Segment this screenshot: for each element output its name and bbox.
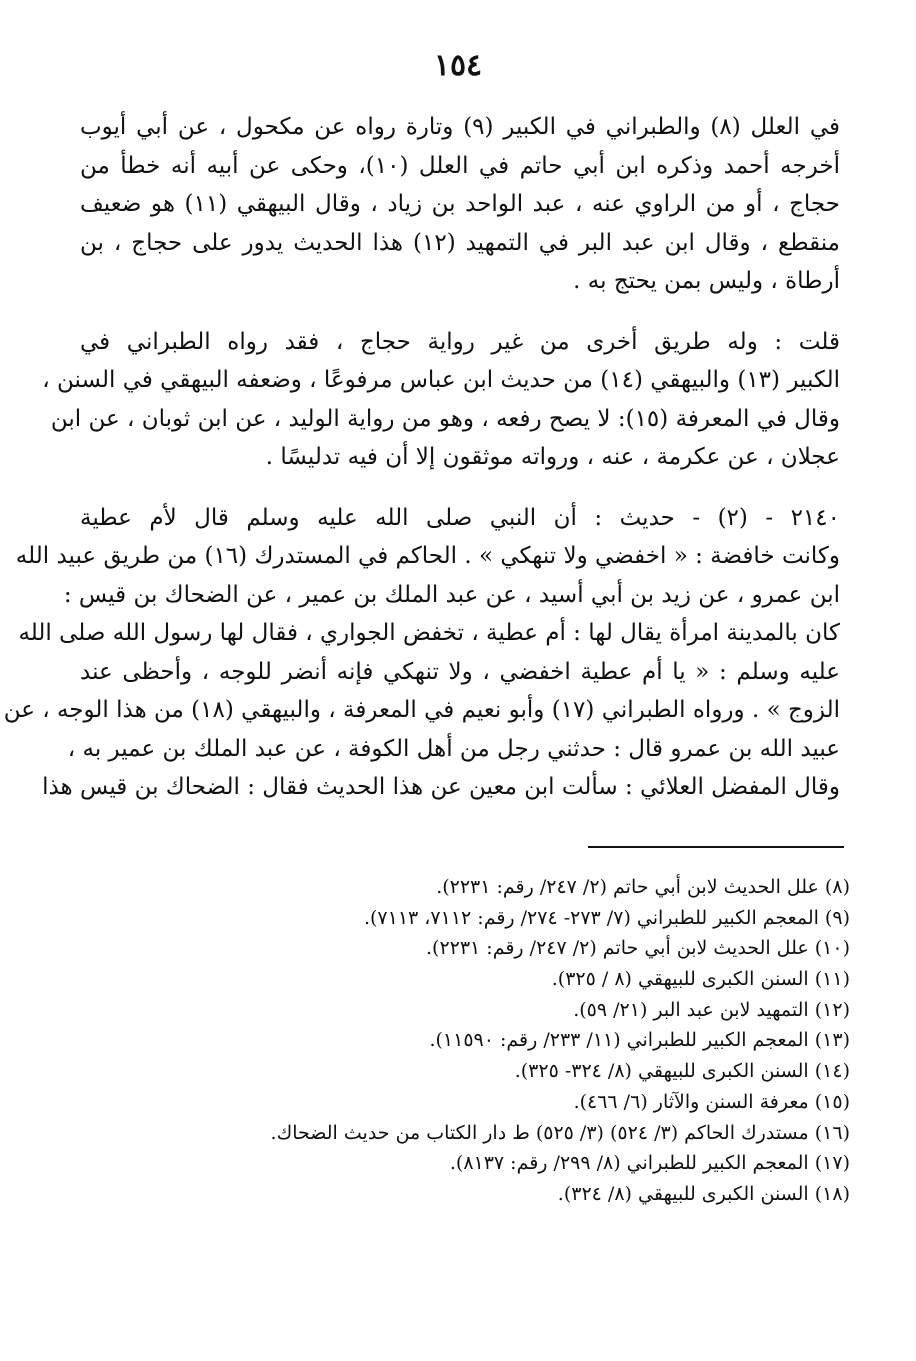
text-line: في العلل (٨) والطبراني في الكبير (٩) وتارة رواه عن مكحول ، عن أبي أيوب <box>80 114 840 140</box>
paragraph-3 <box>3 499 840 807</box>
footnote-item: (١٨) السنن الكبرى للبيهقي (٨/ ٣٢٤). <box>557 1182 850 1205</box>
footnote-item: (١٧) المعجم الكبير للطبراني (٨/ ٢٩٩/ رقم: ٨١٣٧). <box>449 1152 850 1175</box>
text-line: الزوج » . ورواه الطبراني (١٧) وأبو نعيم في المعرفة ، والبيهقي (١٨) من هذا الوجه ، عن <box>3 697 840 723</box>
page-number: ١٥٤ <box>433 48 483 83</box>
text-line: ٢١٤٠ - (٢) - حديث : أن النبي صلى الله عليه وسلم قال لأم عطية <box>80 504 840 531</box>
footnotes-list <box>80 872 850 1210</box>
text-line: أرطاة ، وليس بمن يحتج به . <box>573 268 840 294</box>
text-line: عليه وسلم : « يا أم عطية اخفضي ، ولا تنهكي فإنه أنضر للوجه ، وأحظى عند <box>80 658 840 685</box>
footnote-item: (١٥) معرفة السنن والآثار (٦/ ٤٦٦). <box>573 1090 850 1113</box>
text-line: ابن عمرو ، عن زيد بن أبي أسيد ، عن عبد الملك بن عمير ، عن الضحاك بن قيس : <box>63 581 840 608</box>
footnote-item: (٩) المعجم الكبير للطبراني (٧/ ٢٧٣- ٢٧٤/ رقم: ٧١١٢، ٧١١٣). <box>363 906 850 929</box>
text-line: عجلان ، عن عكرمة ، عنه ، ورواته موثقون إلا أن فيه تدليسًا . <box>265 444 840 470</box>
text-line: وقال في المعرفة (١٥): لا يصح رفعه ، وهو من رواية الوليد ، عن ابن ثوبان ، عن ابن <box>50 405 840 432</box>
text-line: كان بالمدينة امرأة يقال لها : أم عطية ، تخفض الجواري ، فقال لها رسول الله صلى الله <box>18 620 840 646</box>
text-line: حجاج ، أو من الراوي عنه ، عبد الواحد بن زياد ، وقال البيهقي (١١) هو ضعيف <box>80 191 840 217</box>
text-line: الكبير (١٣) والبيهقي (١٤) من حديث ابن عباس مرفوعًا ، وضعفه البيهقي في السنن ، <box>42 367 840 393</box>
paragraph-1 <box>80 108 840 301</box>
footnote-item: (١٣) المعجم الكبير للطبراني (١١/ ٢٣٣/ رقم: ١١٥٩٠). <box>429 1029 850 1052</box>
text-line: أخرجه أحمد وذكره ابن أبي حاتم في العلل (١٠)، وحكى عن أبيه أنه خطأ من <box>80 152 840 179</box>
text-line: قلت : وله طريق أخرى من غير رواية حجاج ، فقد رواه الطبراني في <box>80 328 840 355</box>
footnote-item: (٨) علل الحديث لابن أبي حاتم (٢/ ٢٤٧/ رقم: ٢٢٣١). <box>436 876 850 898</box>
main-text <box>3 108 840 829</box>
text-line: وقال المفضل العلائي : سألت ابن معين عن هذا الحديث فقال : الضحاك بن قيس هذا <box>42 774 840 800</box>
footnote-item: (١٦) مستدرك الحاكم (٣/ ٥٢٤) (٣/ ٥٢٥) ط دار الكتاب من حديث الضحاك. <box>270 1121 850 1144</box>
text-line: وكانت خافضة : « اخفضي ولا تنهكي » . الحاكم في المستدرك (١٦) من طريق عبيد الله <box>15 543 840 569</box>
footnote-item: (١٠) علل الحديث لابن أبي حاتم (٢/ ٢٤٧/ رقم: ٢٢٣١). <box>425 937 850 960</box>
footnote-item: (١٢) التمهيد لابن عبد البر (٢١/ ٥٩). <box>573 998 850 1021</box>
footnote-divider <box>588 846 844 848</box>
footnote-item: (١٤) السنن الكبرى للبيهقي (٨/ ٣٢٤- ٣٢٥). <box>514 1060 850 1083</box>
footnote-item: (١١) السنن الكبرى للبيهقي (٨ / ٣٢٥). <box>551 968 850 991</box>
paragraph-2 <box>42 323 840 477</box>
text-line: عبيد الله بن عمرو قال : حدثني رجل من أهل الكوفة ، عن عبد الملك بن عمير به ، <box>67 735 840 762</box>
text-line: منقطع ، وقال ابن عبد البر في التمهيد (١٢) هذا الحديث يدور على حجاج ، بن <box>80 229 840 256</box>
